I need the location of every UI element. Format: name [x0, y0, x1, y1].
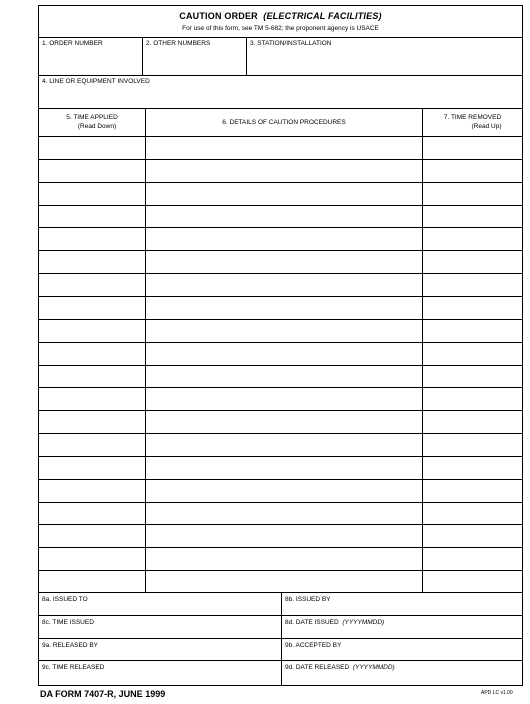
table-row[interactable] — [39, 159, 522, 182]
signoff-row-8c — [39, 615, 522, 638]
date-released-field[interactable] — [281, 661, 522, 685]
time-removed-header: 7. TIME REMOVED — [443, 114, 502, 121]
table-row[interactable] — [39, 479, 522, 502]
signoff-row-9a — [39, 638, 522, 660]
table-row[interactable] — [39, 456, 522, 479]
date-released-format: (YYYYMMDD) — [352, 664, 395, 671]
issued-by-label: 8b. ISSUED BY — [285, 596, 331, 603]
issued-by-field[interactable] — [281, 593, 522, 615]
table-row[interactable] — [39, 273, 522, 296]
table-row[interactable] — [39, 524, 522, 547]
form-version: APD LC v1.00 — [481, 690, 513, 696]
date-issued-label — [285, 619, 384, 626]
accepted-by-label: 9b. ACCEPTED BY — [285, 642, 342, 649]
table-row[interactable] — [39, 227, 522, 250]
line-equipment-field[interactable] — [39, 76, 522, 108]
table-row[interactable] — [39, 342, 522, 365]
date-issued-text: 8d. DATE ISSUED — [285, 619, 339, 626]
signoff-row-8a — [39, 592, 522, 615]
caution-order-form — [38, 5, 523, 686]
table-row[interactable] — [39, 365, 522, 388]
time-released-field[interactable] — [39, 661, 281, 685]
table-row[interactable] — [39, 547, 522, 570]
accepted-by-field[interactable] — [281, 639, 522, 660]
time-issued-label: 8c. TIME ISSUED — [42, 619, 94, 626]
table-row[interactable] — [39, 205, 522, 228]
table-row[interactable] — [39, 570, 522, 593]
station-installation-field[interactable] — [246, 38, 522, 75]
released-by-label: 9a. RELEASED BY — [42, 642, 98, 649]
header-fields-row — [39, 37, 522, 75]
date-released-text: 9d. DATE RELEASED — [285, 664, 350, 671]
time-removed-note: (Read Up) — [471, 123, 502, 130]
caution-table — [39, 108, 522, 592]
time-applied-header: 5. TIME APPLIED — [66, 114, 118, 121]
station-installation-label: 3. STATION/INSTALLATION — [250, 40, 332, 47]
issued-to-label: 8a. ISSUED TO — [42, 596, 88, 603]
signoff-row-9c — [39, 660, 522, 685]
table-row[interactable] — [39, 250, 522, 273]
other-numbers-label: 2. OTHER NUMBERS — [146, 40, 211, 47]
time-issued-field[interactable] — [39, 616, 281, 638]
form-title-main: CAUTION ORDER — [179, 11, 258, 21]
table-row[interactable] — [39, 502, 522, 525]
table-row[interactable] — [39, 433, 522, 456]
line-equipment-label: 4. LINE OR EQUIPMENT INVOLVED — [42, 78, 150, 85]
caution-details-header: 6. DETAILS OF CAUTION PROCEDURES — [222, 119, 346, 126]
date-issued-format: (YYYYMMDD) — [342, 619, 385, 626]
order-number-field[interactable] — [39, 38, 142, 75]
time-released-label: 9c. TIME RELEASED — [42, 664, 105, 671]
date-released-label — [285, 664, 395, 671]
released-by-field[interactable] — [39, 639, 281, 660]
table-row[interactable] — [39, 319, 522, 342]
issued-to-field[interactable] — [39, 593, 281, 615]
form-subtitle: For use of this form, see TM 5-682; the proponent agency is USACE — [182, 25, 379, 32]
order-number-label: 1. ORDER NUMBER — [42, 40, 103, 47]
table-row[interactable] — [39, 387, 522, 410]
table-row[interactable] — [39, 136, 522, 159]
table-row[interactable] — [39, 296, 522, 319]
date-issued-field[interactable] — [281, 616, 522, 638]
time-applied-note: (Read Down) — [77, 123, 117, 130]
form-title-sub: (ELECTRICAL FACILITIES) — [263, 11, 382, 21]
other-numbers-field[interactable] — [142, 38, 246, 75]
form-identifier: DA FORM 7407-R, JUNE 1999 — [40, 689, 166, 699]
table-row[interactable] — [39, 410, 522, 433]
table-row[interactable] — [39, 182, 522, 205]
form-title — [39, 11, 522, 21]
line-equipment-row — [39, 75, 522, 108]
